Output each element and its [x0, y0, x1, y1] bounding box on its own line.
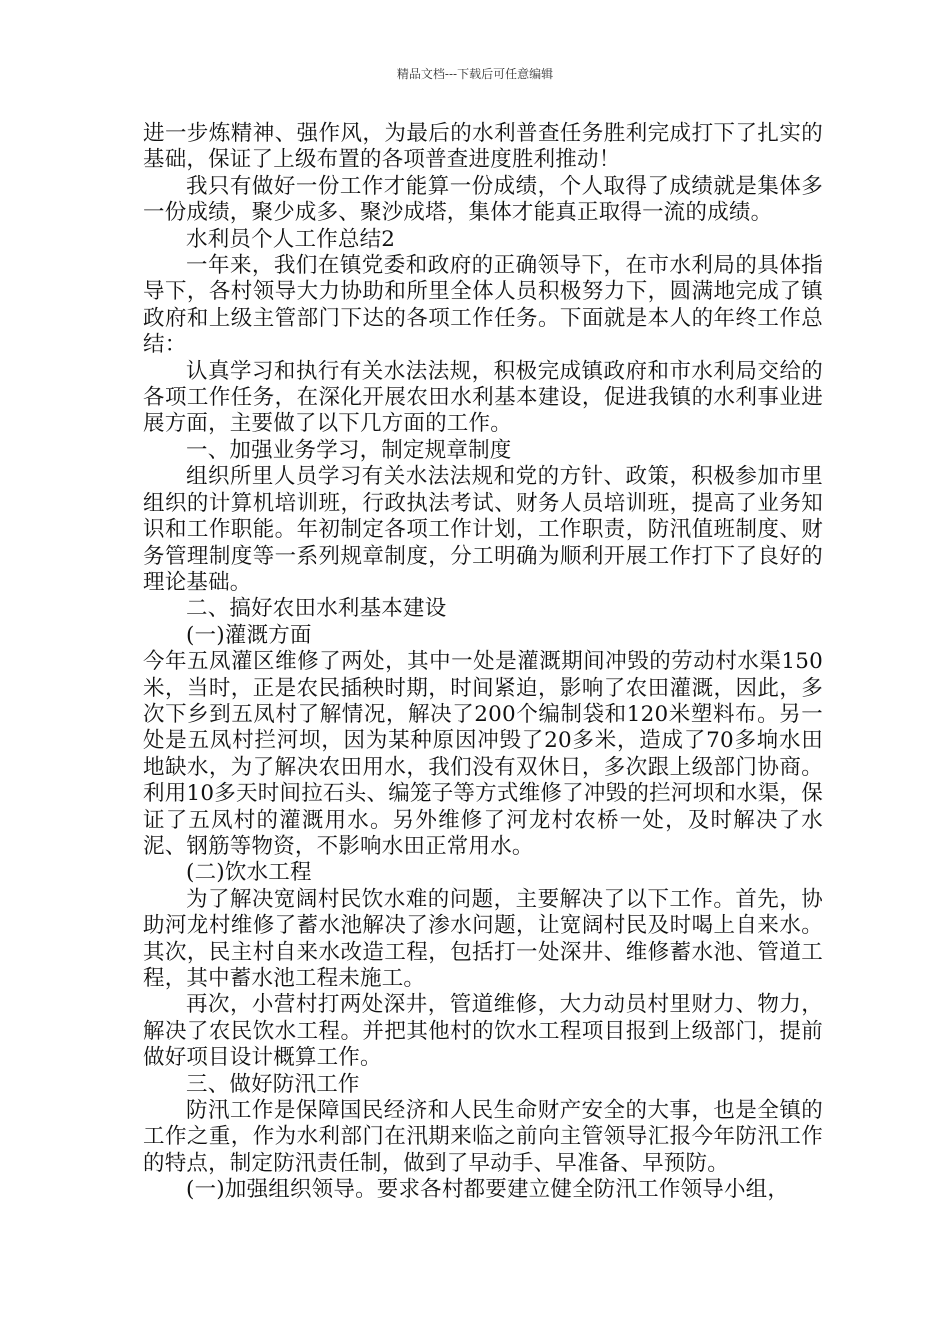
subsection-heading: (二)饮水工程: [186, 860, 312, 886]
paragraph: (一)加强组织领导。要求各村都要建立健全防汛工作领导小组，: [186, 1177, 790, 1203]
section-heading: 三、做好防汛工作: [186, 1071, 360, 1097]
section-title: 水利员个人工作总结2: [186, 226, 396, 252]
page-header: 精品文档---下载后可任意编辑: [396, 67, 554, 81]
section-heading: 一、加强业务学习，制定规章制度: [186, 437, 512, 463]
paragraph: 组织所里人员学习有关水法法规和党的方针、政策，积极参加市里组织的计算机培训班，行政执法考试、财务人员培训班，提高了业务知识和工作职能。年初制定各项工作计划，工作职责，防汛值班制度、财务管理制度等一系列规章制度，分工明确为顺利开展工作打下了良好的理论基础。: [143, 464, 823, 595]
paragraph: 再次，小营村打两处深井，管道维修，大力动员村里财力、物力，解决了农民饮水工程。并把其他村的饮水工程项目报到上级部门，提前做好项目设计概算工作。: [143, 992, 823, 1071]
paragraph: 认真学习和执行有关水法法规，积极完成镇政府和市水利局交给的各项工作任务，在深化开展农田水利基本建设，促进我镇的水利事业进展方面，主要做了以下几方面的工作。: [143, 358, 823, 437]
paragraph: 今年五凤灌区维修了两处，其中一处是灌溉期间冲毁的劳动村水渠150米，当时，正是农民插秧时期，时间紧迫，影响了农田灌溉，因此，多次下乡到五凤村了解情况，解决了200个编制袋和120米塑料布。另一处是五凤村拦河坝，因为某种原因冲毁了20多米，造成了70多垧水田地缺水，为了解决农田用水，我们没有双休日，多次跟上级部门协商。利用10多天时间拉石头、编笼子等方式维修了冲毁的拦河坝和水渠，保证了五凤村的灌溉用水。另外维修了河龙村农桥一处，及时解决了水泥、钢筋等物资，不影响水田正常用水。: [143, 649, 823, 859]
paragraph: 一年来，我们在镇党委和政府的正确领导下，在市水利局的具体指导下，各村领导大力协助和所里全体人员积极努力下，圆满地完成了镇政府和上级主管部门下达的各项工作任务。下面就是本人的年终工作总结：: [143, 253, 823, 358]
paragraph: 防汛工作是保障国民经济和人民生命财产安全的大事，也是全镇的工作之重，作为水利部门在汛期来临之前向主管领导汇报今年防汛工作的特点，制定防汛责任制，做到了早动手、早准备、早预防。: [143, 1098, 823, 1176]
paragraph: 进一步炼精神、强作风，为最后的水利普查任务胜利完成打下了扎实的基础，保证了上级布置的各项普查进度胜利推动！: [143, 121, 823, 173]
paragraph: 为了解决宽阔村民饮水难的问题，主要解决了以下工作。首先，协助河龙村维修了蓄水池解决了渗水问题，让宽阔村民及时喝上自来水。其次，民主村自来水改造工程，包括打一处深井、维修蓄水池、管道工程，其中蓄水池工程未施工。: [143, 886, 823, 991]
subsection-heading: (一)灌溉方面: [186, 622, 312, 648]
section-heading: 二、搞好农田水利基本建设: [186, 596, 447, 622]
paragraph: 我只有做好一份工作才能算一份成绩，个人取得了成绩就是集体多一份成绩，聚少成多、聚沙成塔，集体才能真正取得一流的成绩。: [143, 173, 823, 226]
document-body: [143, 121, 823, 1204]
